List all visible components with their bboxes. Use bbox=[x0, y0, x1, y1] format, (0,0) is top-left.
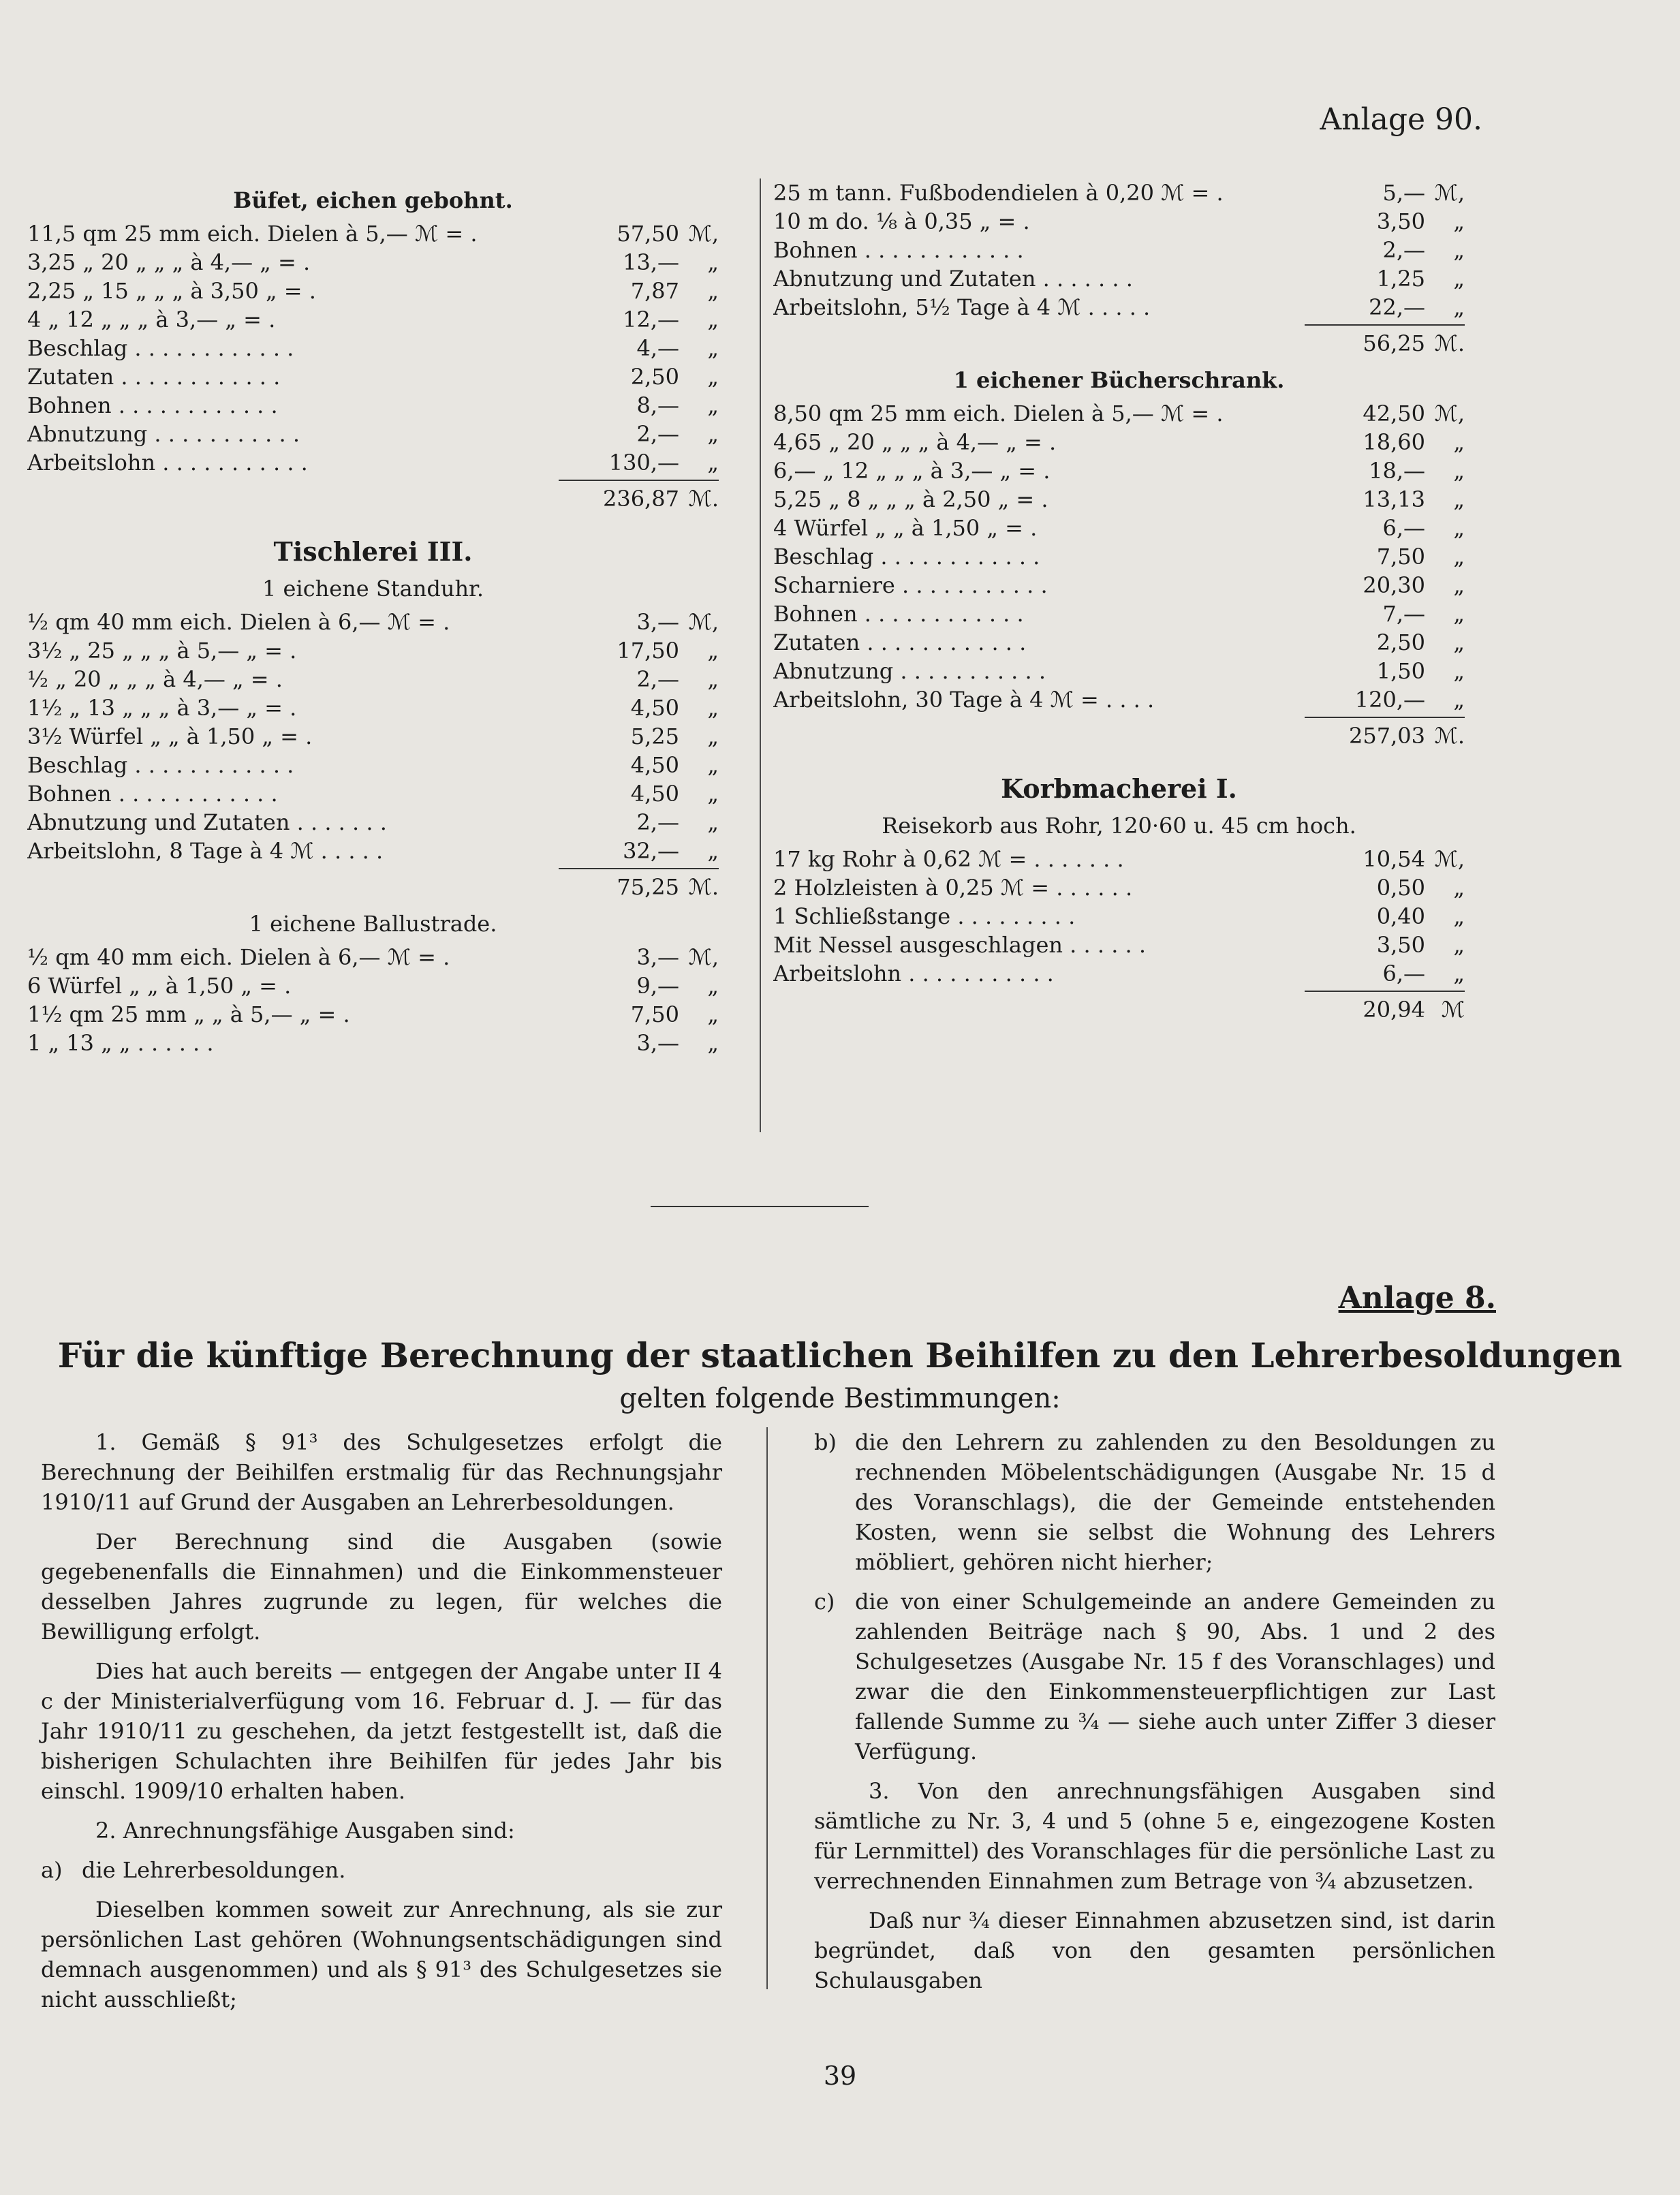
cost-description: Bohnen . . . . . . . . . . . . bbox=[773, 237, 1024, 263]
cost-row bbox=[773, 571, 1465, 600]
cost-amount: 1,50 bbox=[1376, 658, 1425, 684]
total-unit: ℳ bbox=[1441, 997, 1465, 1023]
cost-description: 1½ „ 13 „ „ „ à 3,— „ = . bbox=[27, 695, 297, 721]
cost-row bbox=[773, 485, 1465, 514]
cost-unit: „ bbox=[1453, 486, 1465, 512]
cost-row bbox=[27, 808, 719, 837]
cost-row bbox=[27, 722, 719, 751]
cost-description: Abnutzung und Zutaten . . . . . . . bbox=[27, 809, 387, 835]
cost-row bbox=[27, 694, 719, 722]
cost-unit: „ bbox=[707, 364, 719, 390]
cost-amount: 42,50 bbox=[1363, 401, 1425, 426]
cost-description: 1 „ 13 „ „ . . . . . . bbox=[27, 1030, 214, 1056]
cost-description: Abnutzung . . . . . . . . . . . bbox=[27, 421, 300, 447]
total-spacer bbox=[773, 995, 1323, 1025]
paragraph bbox=[814, 1776, 1495, 1896]
cost-description: ½ qm 40 mm eich. Dielen à 6,— ℳ = . bbox=[27, 609, 450, 635]
cost-description: Beschlag . . . . . . . . . . . . bbox=[27, 335, 294, 361]
text-column-left bbox=[41, 1427, 722, 2024]
cost-amount: 4,50 bbox=[630, 752, 679, 778]
cost-amount: 7,50 bbox=[630, 1001, 679, 1027]
cost-row bbox=[27, 608, 719, 636]
cost-total bbox=[773, 721, 1465, 751]
cost-amount: 10,54 bbox=[1363, 846, 1425, 872]
cost-row bbox=[27, 448, 719, 477]
cost-row bbox=[27, 837, 719, 865]
cost-unit: „ bbox=[1453, 544, 1465, 570]
cost-amount: 0,40 bbox=[1376, 903, 1425, 929]
cost-amount: 0,50 bbox=[1376, 875, 1425, 901]
cost-unit: „ bbox=[707, 450, 719, 476]
cost-row bbox=[773, 685, 1465, 714]
cost-unit: „ bbox=[1453, 875, 1465, 901]
cost-row bbox=[27, 362, 719, 391]
cost-amount: 3,50 bbox=[1376, 208, 1425, 234]
paragraph-text: 1. Gemäß § 91³ des Schulgesetzes erfolgt die Berechnung der Beihilfen erstmalig für das Rechnungsjahr 1910/11 auf Grund der Ausgaben an Lehrerbesoldungen. bbox=[41, 1429, 722, 1515]
paragraph-text: 3. Von den anrechnungsfähigen Ausgaben sind sämtliche zu Nr. 3, 4 und 5 (ohne 5 e, eingezogene Kosten für Lernmittel) des Voranschlages für die persönliche Last zu verrechnenden Einnahmen zum Betrage von ¾ abzusetzen. bbox=[814, 1778, 1495, 1894]
cost-unit: ℳ, bbox=[1434, 180, 1465, 206]
main-heading: Für die künftige Berechnung der staatlichen Beihilfen zu den Lehrerbesoldungen bbox=[57, 1335, 1623, 1375]
cost-unit: „ bbox=[1453, 903, 1465, 929]
cost-description: 17 kg Rohr à 0,62 ℳ = . . . . . . . bbox=[773, 846, 1124, 872]
paragraph bbox=[814, 1587, 1495, 1766]
cost-amount: 7,— bbox=[1382, 601, 1425, 627]
sum-rule bbox=[1305, 717, 1465, 718]
cost-amount: 2,— bbox=[636, 809, 679, 835]
cost-description: Bohnen . . . . . . . . . . . . bbox=[27, 781, 278, 807]
cost-description: Beschlag . . . . . . . . . . . . bbox=[27, 752, 294, 778]
cost-amount: 8,— bbox=[636, 392, 679, 418]
cost-amount: 2,— bbox=[636, 666, 679, 692]
cost-amount: 32,— bbox=[623, 838, 679, 864]
cost-row bbox=[773, 902, 1465, 931]
cost-unit: ℳ, bbox=[688, 221, 719, 247]
cost-unit: „ bbox=[707, 752, 719, 778]
cost-unit: ℳ, bbox=[688, 609, 719, 635]
cost-total bbox=[773, 328, 1465, 358]
cost-unit: „ bbox=[1453, 515, 1465, 541]
cost-unit: „ bbox=[707, 838, 719, 864]
paragraph-text: 2. Anrechnungsfähige Ausgaben sind: bbox=[95, 1818, 515, 1843]
cost-unit: „ bbox=[1453, 208, 1465, 234]
cost-amount: 3,50 bbox=[1376, 932, 1425, 958]
cost-unit: „ bbox=[1453, 961, 1465, 986]
cost-amount: 4,— bbox=[636, 335, 679, 361]
cost-amount: 13,— bbox=[623, 249, 679, 275]
paragraph bbox=[41, 1855, 722, 1885]
cost-unit: „ bbox=[1453, 572, 1465, 598]
cost-amount: 1,25 bbox=[1376, 266, 1425, 292]
cost-row bbox=[773, 456, 1465, 485]
cost-unit: „ bbox=[1453, 294, 1465, 320]
cost-row bbox=[773, 399, 1465, 428]
cost-description: Arbeitslohn, 5½ Tage à 4 ℳ . . . . . bbox=[773, 294, 1151, 320]
cost-unit: „ bbox=[707, 1030, 719, 1056]
cost-amount: 17,50 bbox=[617, 638, 679, 664]
cost-unit: ℳ, bbox=[1434, 401, 1465, 426]
cost-amount: 4,50 bbox=[630, 781, 679, 807]
cost-description: Abnutzung . . . . . . . . . . . bbox=[773, 658, 1046, 684]
cost-description: 5,25 „ 8 „ „ „ à 2,50 „ = . bbox=[773, 486, 1048, 512]
paragraph-text: Daß nur ¾ dieser Einnahmen abzusetzen sind, ist darin begründet, daß von den gesamten persönlichen Schulausgaben bbox=[814, 1908, 1495, 1993]
total-amount: 75,25 bbox=[617, 874, 679, 900]
cost-row bbox=[27, 751, 719, 779]
cost-description: 8,50 qm 25 mm eich. Dielen à 5,— ℳ = . bbox=[773, 401, 1224, 426]
cost-unit: „ bbox=[707, 723, 719, 749]
cost-unit: „ bbox=[1453, 932, 1465, 958]
cost-unit: „ bbox=[1453, 237, 1465, 263]
total-unit: ℳ. bbox=[1434, 723, 1465, 749]
cost-description: 2,25 „ 15 „ „ „ à 3,50 „ = . bbox=[27, 278, 316, 304]
cost-total bbox=[773, 995, 1465, 1025]
cost-unit: „ bbox=[707, 809, 719, 835]
cost-amount: 18,— bbox=[1369, 458, 1425, 484]
cost-unit: „ bbox=[707, 335, 719, 361]
section-subtitle: 1 eichene Standuhr. bbox=[262, 576, 484, 602]
cost-description: Arbeitslohn . . . . . . . . . . . bbox=[27, 450, 308, 476]
cost-amount: 4,50 bbox=[630, 695, 679, 721]
cost-amount: 2,50 bbox=[630, 364, 679, 390]
cost-amount: 6,— bbox=[1382, 961, 1425, 986]
cost-description: 6 Würfel „ „ à 1,50 „ = . bbox=[27, 973, 292, 999]
cost-description: Beschlag . . . . . . . . . . . . bbox=[773, 544, 1040, 570]
paragraph bbox=[41, 1427, 722, 1517]
sum-rule bbox=[1305, 324, 1465, 326]
cost-unit: „ bbox=[1453, 458, 1465, 484]
cost-row bbox=[773, 873, 1465, 902]
cost-unit: „ bbox=[707, 638, 719, 664]
cost-description: 4,65 „ 20 „ „ „ à 4,— „ = . bbox=[773, 429, 1057, 455]
cost-amount: 3,— bbox=[636, 944, 679, 970]
cost-description: 11,5 qm 25 mm eich. Dielen à 5,— ℳ = . bbox=[27, 221, 478, 247]
paragraph bbox=[814, 1905, 1495, 1995]
section-subtitle: Reisekorb aus Rohr, 120·60 u. 45 cm hoch. bbox=[882, 813, 1356, 839]
text-column-divider bbox=[766, 1427, 768, 1989]
cost-amount: 7,50 bbox=[1376, 544, 1425, 570]
cost-amount: 2,— bbox=[1382, 237, 1425, 263]
cost-unit: „ bbox=[1453, 601, 1465, 627]
cost-amount: 9,— bbox=[636, 973, 679, 999]
cost-row bbox=[27, 277, 719, 305]
cost-description: Arbeitslohn, 8 Tage à 4 ℳ . . . . . bbox=[27, 838, 384, 864]
cost-amount: 12,— bbox=[623, 307, 679, 332]
cost-unit: „ bbox=[707, 666, 719, 692]
paragraph bbox=[41, 1656, 722, 1806]
cost-description: ½ qm 40 mm eich. Dielen à 6,— ℳ = . bbox=[27, 944, 450, 970]
cost-row bbox=[773, 845, 1465, 873]
cost-amount: 57,50 bbox=[617, 221, 679, 247]
cost-description: 10 m do. ⅛ à 0,35 „ = . bbox=[773, 208, 1030, 234]
page-number: 39 bbox=[823, 2061, 857, 2091]
total-amount: 20,94 bbox=[1363, 997, 1425, 1023]
paragraph bbox=[41, 1527, 722, 1647]
cost-row bbox=[27, 971, 719, 1000]
cost-description: Zutaten . . . . . . . . . . . . bbox=[773, 629, 1027, 655]
cost-amount: 3,— bbox=[636, 609, 679, 635]
cost-description: Bohnen . . . . . . . . . . . . bbox=[773, 601, 1024, 627]
sum-rule bbox=[1305, 991, 1465, 992]
cost-total bbox=[27, 484, 719, 514]
cost-description: Bohnen . . . . . . . . . . . . bbox=[27, 392, 278, 418]
list-label: c) bbox=[814, 1589, 835, 1615]
total-unit: ℳ. bbox=[1434, 330, 1465, 356]
section-title: Tischlerei III. bbox=[273, 536, 473, 567]
cost-row bbox=[773, 264, 1465, 293]
cost-row bbox=[27, 334, 719, 362]
cost-row bbox=[773, 236, 1465, 264]
cost-unit: „ bbox=[1453, 658, 1465, 684]
cost-row bbox=[773, 207, 1465, 236]
cost-row bbox=[27, 636, 719, 665]
total-unit: ℳ. bbox=[688, 874, 719, 900]
section-title: Korbmacherei I. bbox=[1001, 773, 1237, 804]
cost-row bbox=[27, 219, 719, 248]
cost-description: 4 Würfel „ „ à 1,50 „ = . bbox=[773, 515, 1038, 541]
cost-amount: 2,50 bbox=[1376, 629, 1425, 655]
paragraph-text: die den Lehrern zu zahlenden zu den Besoldungen zu rechnenden Möbelentschädigungen (Ausgabe Nr. 15 d des Voranschlags), die der Gemeinde entstehenden Kosten, wenn sie selbst die Wohnung des Lehrers möbliert, gehören nicht hierher; bbox=[855, 1429, 1495, 1575]
sum-rule bbox=[559, 868, 719, 869]
section-title: Büfet, eichen gebohnt. bbox=[233, 187, 513, 213]
cost-row bbox=[773, 628, 1465, 657]
cost-amount: 2,— bbox=[636, 421, 679, 447]
cost-description: 3,25 „ 20 „ „ „ à 4,— „ = . bbox=[27, 249, 311, 275]
cost-row bbox=[773, 931, 1465, 959]
cost-row bbox=[27, 391, 719, 420]
cost-description: 3½ Würfel „ „ à 1,50 „ = . bbox=[27, 723, 313, 749]
cost-row bbox=[27, 779, 719, 808]
cost-amount: 5,25 bbox=[630, 723, 679, 749]
cost-description: Abnutzung und Zutaten . . . . . . . bbox=[773, 266, 1133, 292]
total-spacer bbox=[27, 484, 577, 514]
cost-row bbox=[773, 514, 1465, 542]
list-label: a) bbox=[41, 1857, 63, 1883]
cost-description: 6,— „ 12 „ „ „ à 3,— „ = . bbox=[773, 458, 1051, 484]
cost-amount: 20,30 bbox=[1363, 572, 1425, 598]
paragraph-text: Dieselben kommen soweit zur Anrechnung, als sie zur persönlichen Last gehören (Wohnungsentschädigungen sind demnach ausgenommen) und als § 91³ des Schulgesetzes sie nicht ausschließt; bbox=[41, 1897, 722, 2012]
paragraph-text: die von einer Schulgemeinde an andere Gemeinden zu zahlenden Beiträge nach § 90, Abs. 1 und 2 des Schulgesetzes (Ausgabe Nr. 15 f des Voranschlages) und zwar die den Einkommensteuerpflichtigen zur Last fallende Summe zu ¾ — siehe auch unter Ziffer 3 dieser Verfügung. bbox=[855, 1589, 1495, 1764]
cost-description: Arbeitslohn, 30 Tage à 4 ℳ = . . . . bbox=[773, 687, 1155, 713]
paragraph-text: die Lehrerbesoldungen. bbox=[82, 1857, 346, 1883]
cost-row bbox=[27, 943, 719, 971]
cost-unit: „ bbox=[707, 392, 719, 418]
cost-description: 25 m tann. Fußbodendielen à 0,20 ℳ = . bbox=[773, 180, 1224, 206]
sum-rule bbox=[559, 480, 719, 481]
cost-row bbox=[27, 248, 719, 277]
cost-unit: „ bbox=[707, 973, 719, 999]
cost-unit: ℳ, bbox=[1434, 846, 1465, 872]
cost-unit: „ bbox=[1453, 687, 1465, 713]
cost-row bbox=[27, 665, 719, 694]
cost-amount: 3,— bbox=[636, 1030, 679, 1056]
text-column-right bbox=[814, 1427, 1495, 2005]
cost-unit: „ bbox=[707, 278, 719, 304]
cost-amount: 22,— bbox=[1369, 294, 1425, 320]
paragraph bbox=[41, 1816, 722, 1846]
right-cost-column bbox=[773, 178, 1465, 1025]
cost-row bbox=[773, 959, 1465, 988]
cost-description: 3½ „ 25 „ „ „ à 5,— „ = . bbox=[27, 638, 297, 664]
paragraph bbox=[814, 1427, 1495, 1577]
section-separator bbox=[651, 1206, 869, 1207]
total-amount: 56,25 bbox=[1363, 330, 1425, 356]
total-amount: 257,03 bbox=[1349, 723, 1425, 749]
left-cost-column bbox=[27, 178, 719, 1057]
cost-row bbox=[27, 420, 719, 448]
cost-amount: 18,60 bbox=[1363, 429, 1425, 455]
cost-amount: 13,13 bbox=[1363, 486, 1425, 512]
total-spacer bbox=[27, 872, 577, 902]
total-spacer bbox=[773, 328, 1323, 358]
cost-row bbox=[773, 542, 1465, 571]
cost-row bbox=[773, 293, 1465, 322]
paragraph-text: Dies hat auch bereits — entgegen der Angabe unter II 4 c der Ministerialverfügung vom 16. Februar d. J. — für das Jahr 1910/11 zu geschehen, da jetzt festgestellt ist, daß die bisherigen Schulachten ihre Beihilfen für jedes Jahr bis einschl. 1909/10 erhalten haben. bbox=[41, 1658, 722, 1804]
cost-row bbox=[773, 657, 1465, 685]
section-title: 1 eichene Ballustrade. bbox=[249, 911, 497, 937]
paragraph-text: Der Berechnung sind die Ausgaben (sowie gegebenenfalls die Einnahmen) und die Einkommensteuer desselben Jahres zugrunde zu legen, für welches die Bewilligung erfolgt. bbox=[41, 1529, 722, 1645]
cost-description: Scharniere . . . . . . . . . . . bbox=[773, 572, 1048, 598]
cost-description: Arbeitslohn . . . . . . . . . . . bbox=[773, 961, 1054, 986]
section-title: 1 eichener Bücherschrank. bbox=[953, 367, 1285, 393]
cost-description: 1 Schließstange . . . . . . . . . bbox=[773, 903, 1076, 929]
appendix-label-8: Anlage 8. bbox=[1338, 1281, 1496, 1316]
cost-unit: „ bbox=[707, 695, 719, 721]
cost-unit: „ bbox=[1453, 266, 1465, 292]
sub-heading: gelten folgende Bestimmungen: bbox=[619, 1383, 1061, 1414]
cost-amount: 5,— bbox=[1382, 180, 1425, 206]
list-label: b) bbox=[814, 1429, 837, 1455]
cost-unit: „ bbox=[1453, 429, 1465, 455]
cost-amount: 120,— bbox=[1354, 687, 1425, 713]
cost-amount: 6,— bbox=[1382, 515, 1425, 541]
total-unit: ℳ. bbox=[688, 486, 719, 512]
cost-row bbox=[27, 1000, 719, 1029]
cost-description: Zutaten . . . . . . . . . . . . bbox=[27, 364, 281, 390]
cost-description: 1½ qm 25 mm „ „ à 5,— „ = . bbox=[27, 1001, 350, 1027]
cost-unit: „ bbox=[1453, 629, 1465, 655]
cost-unit: ℳ, bbox=[688, 944, 719, 970]
cost-row bbox=[27, 1029, 719, 1057]
cost-amount: 130,— bbox=[608, 450, 679, 476]
cost-total bbox=[27, 872, 719, 902]
cost-unit: „ bbox=[707, 421, 719, 447]
cost-unit: „ bbox=[707, 307, 719, 332]
cost-description: 4 „ 12 „ „ „ à 3,— „ = . bbox=[27, 307, 276, 332]
cost-unit: „ bbox=[707, 781, 719, 807]
cost-description: 2 Holzleisten à 0,25 ℳ = . . . . . . bbox=[773, 875, 1133, 901]
cost-unit: „ bbox=[707, 249, 719, 275]
appendix-label-90: Anlage 90. bbox=[1320, 102, 1482, 137]
cost-row bbox=[773, 600, 1465, 628]
cost-amount: 7,87 bbox=[630, 278, 679, 304]
total-amount: 236,87 bbox=[603, 486, 679, 512]
total-spacer bbox=[773, 721, 1323, 751]
cost-unit: „ bbox=[707, 1001, 719, 1027]
column-divider bbox=[760, 178, 761, 1132]
cost-description: ½ „ 20 „ „ „ à 4,— „ = . bbox=[27, 666, 283, 692]
paragraph bbox=[41, 1895, 722, 2014]
cost-description: Mit Nessel ausgeschlagen . . . . . . bbox=[773, 932, 1147, 958]
cost-row bbox=[27, 305, 719, 334]
cost-row bbox=[773, 428, 1465, 456]
cost-row bbox=[773, 178, 1465, 207]
